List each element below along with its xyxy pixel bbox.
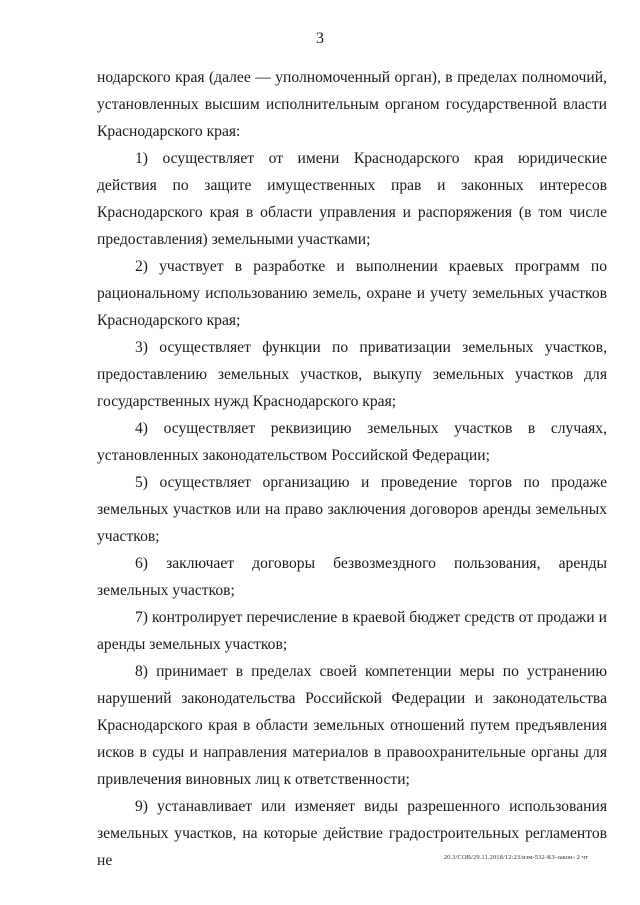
document-body	[97, 64, 607, 874]
paragraph-item-6: 6) заключает договоры безвозмездного пользования, аренды земельных участков;	[97, 555, 607, 599]
paragraph-item-5: 5) осуществляет организацию и проведение торгов по продаже земельных участков или на право заключения договоров аренды земельных участков;	[97, 474, 607, 545]
paragraph-item-8: 8) принимает в пределах своей компетенции меры по устранению нарушений законодательства Российской Федерации и законодательства Краснодарского края в области земельных отношений путем предъявления исков в суды и направления материалов в правоохранительные органы для привлечения виновных лиц к ответственности;	[97, 663, 607, 788]
paragraph-item-4: 4) осуществляет реквизицию земельных участков в случаях, установленных законодательством Российской Федерации;	[97, 420, 607, 464]
page-number: 3	[316, 30, 324, 47]
paragraph-item-2: 2) участвует в разработке и выполнении краевых программ по рациональному использованию земель, охране и учету земельных участков Краснодарского края;	[97, 258, 607, 329]
paragraph-item-1: 1) осуществляет от имени Краснодарского края юридические действия по защите имущественных прав и законных интересов Краснодарского края в области управления и распоряжения (в том числе предоставления) земельными участками;	[97, 150, 607, 248]
document-footer-code: 20.3/СОВ/29.11.2018/12:23/изм-532-КЗ-закон- 2 чт	[443, 854, 588, 861]
paragraph-item-3: 3) осуществляет функции по приватизации земельных участков, предоставлению земельных участков, выкупу земельных участков для государственных нужд Краснодарского края;	[97, 339, 607, 410]
paragraph-continuation: нодарского края (далее — уполномоченный орган), в пределах полномочий, установленных высшим исполнительным органом государственной власти Краснодарского края:	[97, 69, 607, 140]
paragraph-item-7: 7) контролирует перечисление в краевой бюджет средств от продажи и аренды земельных участков;	[97, 609, 607, 653]
paragraph-item-9: 9) устанавливает или изменяет виды разрешенного использования земельных участков, на которые действие градостроительных регламентов не	[97, 798, 607, 869]
